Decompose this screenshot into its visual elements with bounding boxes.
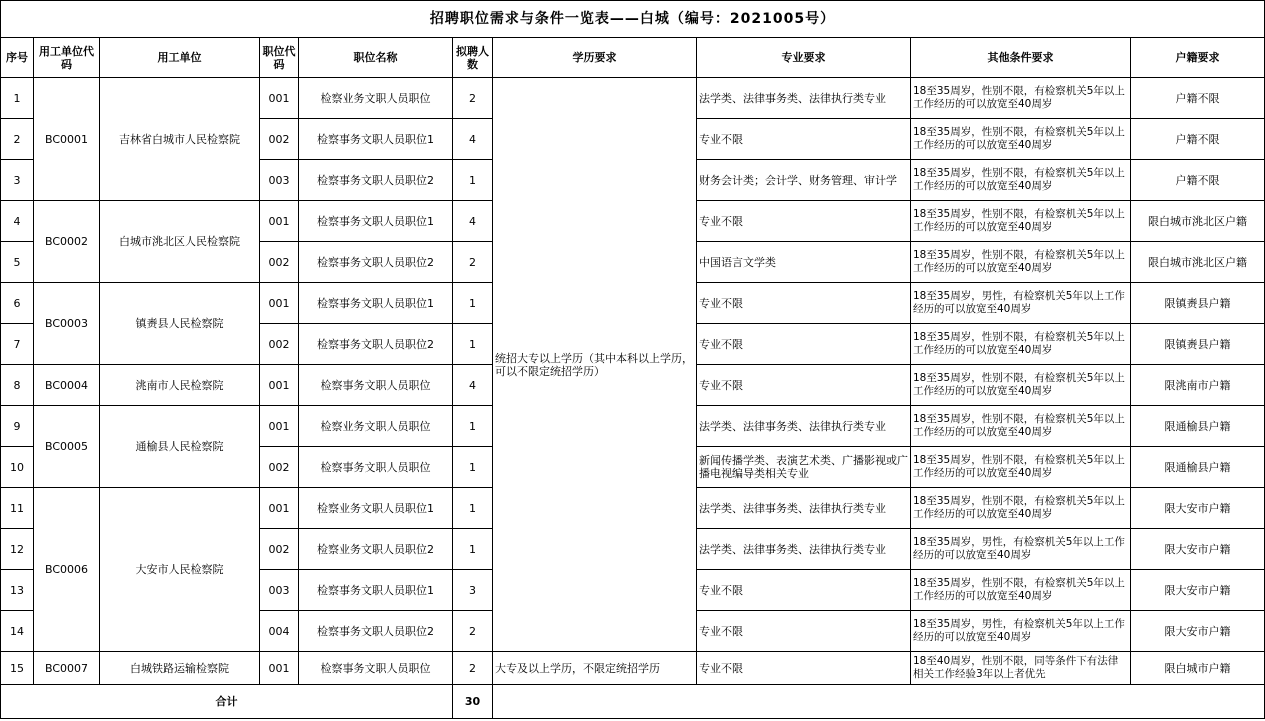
cell-count: 1 xyxy=(453,529,493,570)
cell-pos-name: 检察业务文职人员职位2 xyxy=(299,529,453,570)
cell-seq: 7 xyxy=(1,324,34,365)
cell-huji: 限大安市户籍 xyxy=(1131,570,1265,611)
header-huji: 户籍要求 xyxy=(1131,38,1265,78)
cell-major: 中国语言文学类 xyxy=(697,242,911,283)
cell-other: 18至35周岁，性别不限，有检察机关5年以上工作经历的可以放宽至40周岁 xyxy=(911,488,1131,529)
cell-edu: 大专及以上学历，不限定统招学历 xyxy=(493,652,697,685)
cell-major: 法学类、法律事务类、法律执行类专业 xyxy=(697,78,911,119)
cell-huji: 限白城市洮北区户籍 xyxy=(1131,201,1265,242)
cell-pos-name: 检察业务文职人员职位1 xyxy=(299,488,453,529)
cell-other: 18至35周岁，性别不限，有检察机关5年以上工作经历的可以放宽至40周岁 xyxy=(911,447,1131,488)
cell-huji: 限白城市户籍 xyxy=(1131,652,1265,685)
cell-unit-code: BC0007 xyxy=(34,652,100,685)
cell-unit-code: BC0001 xyxy=(34,78,100,201)
cell-other: 18至35周岁，性别不限，有检察机关5年以上工作经历的可以放宽至40周岁 xyxy=(911,242,1131,283)
cell-pos-code: 001 xyxy=(260,488,299,529)
total-value: 30 xyxy=(453,685,493,719)
cell-major: 法学类、法律事务类、法律执行类专业 xyxy=(697,406,911,447)
cell-major: 专业不限 xyxy=(697,611,911,652)
cell-pos-name: 检察业务文职人员职位 xyxy=(299,406,453,447)
cell-pos-name: 检察事务文职人员职位2 xyxy=(299,160,453,201)
cell-pos-code: 002 xyxy=(260,529,299,570)
cell-huji: 限白城市洮北区户籍 xyxy=(1131,242,1265,283)
cell-other: 18至35周岁，性别不限，有检察机关5年以上工作经历的可以放宽至40周岁 xyxy=(911,201,1131,242)
header-other: 其他条件要求 xyxy=(911,38,1131,78)
cell-major: 专业不限 xyxy=(697,365,911,406)
cell-major: 专业不限 xyxy=(697,652,911,685)
cell-other: 18至35周岁，男性，有检察机关5年以上工作经历的可以放宽至40周岁 xyxy=(911,529,1131,570)
cell-count: 2 xyxy=(453,242,493,283)
cell-count: 2 xyxy=(453,652,493,685)
cell-pos-code: 001 xyxy=(260,201,299,242)
cell-pos-name: 检察事务文职人员职位 xyxy=(299,365,453,406)
cell-pos-name: 检察事务文职人员职位2 xyxy=(299,611,453,652)
cell-count: 1 xyxy=(453,283,493,324)
cell-pos-code: 002 xyxy=(260,242,299,283)
cell-count: 1 xyxy=(453,488,493,529)
cell-unit: 吉林省白城市人民检察院 xyxy=(100,78,260,201)
header-count: 拟聘人数 xyxy=(453,38,493,78)
cell-huji: 限镇赉县户籍 xyxy=(1131,324,1265,365)
cell-seq: 5 xyxy=(1,242,34,283)
cell-huji: 限镇赉县户籍 xyxy=(1131,283,1265,324)
cell-count: 1 xyxy=(453,160,493,201)
cell-huji: 限大安市户籍 xyxy=(1131,488,1265,529)
cell-seq: 11 xyxy=(1,488,34,529)
cell-major: 法学类、法律事务类、法律执行类专业 xyxy=(697,488,911,529)
cell-pos-name: 检察事务文职人员职位 xyxy=(299,447,453,488)
cell-major: 新闻传播学类、表演艺术类、广播影视或广播电视编导类相关专业 xyxy=(697,447,911,488)
cell-major: 专业不限 xyxy=(697,119,911,160)
page-title: 招聘职位需求与条件一览表——白城（编号：2021005号） xyxy=(1,1,1265,38)
cell-count: 1 xyxy=(453,324,493,365)
cell-seq: 10 xyxy=(1,447,34,488)
cell-edu-main: 统招大专以上学历（其中本科以上学历，可以不限定统招学历） xyxy=(493,78,697,652)
cell-seq: 13 xyxy=(1,570,34,611)
cell-pos-name: 检察事务文职人员职位2 xyxy=(299,324,453,365)
cell-unit: 白城市洮北区人民检察院 xyxy=(100,201,260,283)
cell-other: 18至35周岁，性别不限，有检察机关5年以上工作经历的可以放宽至40周岁 xyxy=(911,406,1131,447)
table-row xyxy=(1,652,1265,685)
header-pos-name: 职位名称 xyxy=(299,38,453,78)
cell-huji: 户籍不限 xyxy=(1131,160,1265,201)
cell-huji: 限通榆县户籍 xyxy=(1131,406,1265,447)
cell-unit-code: BC0005 xyxy=(34,406,100,488)
cell-pos-name: 检察事务文职人员职位1 xyxy=(299,570,453,611)
cell-pos-code: 003 xyxy=(260,160,299,201)
header-edu: 学历要求 xyxy=(493,38,697,78)
header-seq: 序号 xyxy=(1,38,34,78)
cell-pos-code: 001 xyxy=(260,406,299,447)
cell-huji: 户籍不限 xyxy=(1131,78,1265,119)
cell-unit: 大安市人民检察院 xyxy=(100,488,260,652)
cell-major: 财务会计类；会计学、财务管理、审计学 xyxy=(697,160,911,201)
cell-unit: 通榆县人民检察院 xyxy=(100,406,260,488)
cell-pos-code: 004 xyxy=(260,611,299,652)
cell-other: 18至40周岁，性别不限，同等条件下有法律相关工作经验3年以上者优先 xyxy=(911,652,1131,685)
cell-count: 1 xyxy=(453,447,493,488)
cell-major: 专业不限 xyxy=(697,283,911,324)
cell-pos-name: 检察业务文职人员职位 xyxy=(299,78,453,119)
cell-unit: 白城铁路运输检察院 xyxy=(100,652,260,685)
title-row xyxy=(1,1,1265,38)
cell-pos-code: 001 xyxy=(260,283,299,324)
cell-pos-name: 检察事务文职人员职位1 xyxy=(299,201,453,242)
header-row xyxy=(1,38,1265,78)
cell-huji: 户籍不限 xyxy=(1131,119,1265,160)
cell-pos-code: 002 xyxy=(260,119,299,160)
cell-pos-code: 002 xyxy=(260,324,299,365)
cell-pos-code: 001 xyxy=(260,365,299,406)
cell-pos-code: 001 xyxy=(260,78,299,119)
cell-pos-code: 003 xyxy=(260,570,299,611)
cell-count: 2 xyxy=(453,611,493,652)
cell-seq: 8 xyxy=(1,365,34,406)
cell-count: 4 xyxy=(453,201,493,242)
table-row xyxy=(1,78,1265,119)
cell-huji: 限洮南市户籍 xyxy=(1131,365,1265,406)
cell-seq: 15 xyxy=(1,652,34,685)
cell-seq: 6 xyxy=(1,283,34,324)
cell-seq: 4 xyxy=(1,201,34,242)
cell-huji: 限通榆县户籍 xyxy=(1131,447,1265,488)
cell-other: 18至35周岁，性别不限，有检察机关5年以上工作经历的可以放宽至40周岁 xyxy=(911,119,1131,160)
cell-unit-code: BC0004 xyxy=(34,365,100,406)
cell-seq: 3 xyxy=(1,160,34,201)
total-blank xyxy=(493,685,1265,719)
cell-huji: 限大安市户籍 xyxy=(1131,611,1265,652)
cell-major: 专业不限 xyxy=(697,201,911,242)
cell-count: 2 xyxy=(453,78,493,119)
cell-other: 18至35周岁，性别不限，有检察机关5年以上工作经历的可以放宽至40周岁 xyxy=(911,78,1131,119)
cell-count: 4 xyxy=(453,119,493,160)
cell-pos-code: 001 xyxy=(260,652,299,685)
header-pos-code: 职位代码 xyxy=(260,38,299,78)
cell-count: 4 xyxy=(453,365,493,406)
cell-unit-code: BC0003 xyxy=(34,283,100,365)
cell-other: 18至35周岁，男性，有检察机关5年以上工作经历的可以放宽至40周岁 xyxy=(911,283,1131,324)
cell-unit: 镇赉县人民检察院 xyxy=(100,283,260,365)
cell-seq: 12 xyxy=(1,529,34,570)
cell-seq: 14 xyxy=(1,611,34,652)
header-unit-code: 用工单位代码 xyxy=(34,38,100,78)
total-label: 合计 xyxy=(1,685,453,719)
cell-pos-name: 检察事务文职人员职位2 xyxy=(299,242,453,283)
cell-count: 3 xyxy=(453,570,493,611)
total-row xyxy=(1,685,1265,719)
cell-pos-name: 检察事务文职人员职位1 xyxy=(299,283,453,324)
cell-other: 18至35周岁，性别不限，有检察机关5年以上工作经历的可以放宽至40周岁 xyxy=(911,570,1131,611)
cell-unit-code: BC0002 xyxy=(34,201,100,283)
cell-other: 18至35周岁，男性，有检察机关5年以上工作经历的可以放宽至40周岁 xyxy=(911,611,1131,652)
cell-other: 18至35周岁，性别不限，有检察机关5年以上工作经历的可以放宽至40周岁 xyxy=(911,365,1131,406)
cell-other: 18至35周岁，性别不限，有检察机关5年以上工作经历的可以放宽至40周岁 xyxy=(911,324,1131,365)
cell-major: 专业不限 xyxy=(697,570,911,611)
cell-pos-name: 检察事务文职人员职位 xyxy=(299,652,453,685)
header-unit: 用工单位 xyxy=(100,38,260,78)
cell-unit: 洮南市人民检察院 xyxy=(100,365,260,406)
cell-major: 法学类、法律事务类、法律执行类专业 xyxy=(697,529,911,570)
cell-unit-code: BC0006 xyxy=(34,488,100,652)
cell-seq: 9 xyxy=(1,406,34,447)
cell-major: 专业不限 xyxy=(697,324,911,365)
cell-huji: 限大安市户籍 xyxy=(1131,529,1265,570)
cell-pos-code: 002 xyxy=(260,447,299,488)
cell-count: 1 xyxy=(453,406,493,447)
cell-seq: 1 xyxy=(1,78,34,119)
cell-other: 18至35周岁，性别不限，有检察机关5年以上工作经历的可以放宽至40周岁 xyxy=(911,160,1131,201)
cell-pos-name: 检察事务文职人员职位1 xyxy=(299,119,453,160)
cell-seq: 2 xyxy=(1,119,34,160)
header-major: 专业要求 xyxy=(697,38,911,78)
